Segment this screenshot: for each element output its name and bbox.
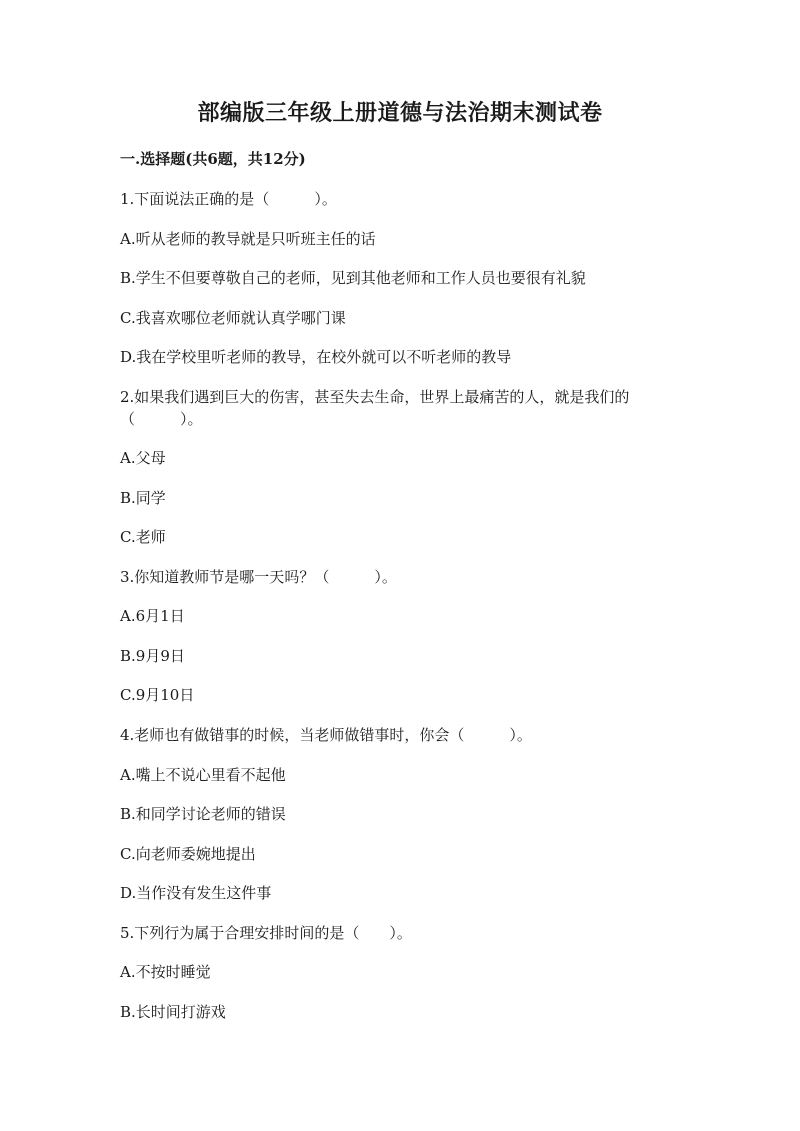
question-3-option-c: C.9月10日	[120, 686, 195, 704]
question-4-option-b: B.和同学讨论老师的错误	[120, 805, 286, 823]
question-1-option-a: A.听从老师的教导就是只听班主任的话	[120, 230, 376, 248]
section-header: 一.选择题(共6题，共12分)	[120, 150, 306, 168]
question-2-option-b: B.同学	[120, 489, 166, 507]
question-1-option-c: C.我喜欢哪位老师就认真学哪门课	[120, 309, 346, 327]
question-2-option-a: A.父母	[120, 449, 166, 467]
question-4-stem: 4.老师也有做错事的时候，当老师做错事时，你会（ ）。	[120, 726, 532, 744]
question-1-option-d: D.我在学校里听老师的教导，在校外就可以不听老师的教导	[120, 348, 512, 366]
question-3-stem: 3.你知道教师节是哪一天吗？（ ）。	[120, 568, 397, 586]
question-3-option-b: B.9月9日	[120, 647, 185, 665]
page-title: 部编版三年级上册道德与法治期末测试卷	[197, 100, 603, 126]
question-2-option-c: C.老师	[120, 528, 166, 546]
question-1-option-b: B.学生不但要尊敬自己的老师，见到其他老师和工作人员也要很有礼貌	[120, 269, 586, 287]
question-5-option-b: B.长时间打游戏	[120, 1003, 226, 1021]
question-1-stem: 1.下面说法正确的是（ ）。	[120, 190, 337, 208]
question-2-stem-continued: （ ）。	[120, 410, 203, 428]
question-5-option-a: A.不按时睡觉	[120, 963, 211, 981]
question-4-option-c: C.向老师委婉地提出	[120, 845, 256, 863]
question-5-stem: 5.下列行为属于合理安排时间的是（ ）。	[120, 924, 412, 942]
question-4-option-a: A.嘴上不说心里看不起他	[120, 766, 286, 784]
question-3-option-a: A.6月1日	[120, 607, 185, 625]
question-2-stem: 2.如果我们遇到巨大的伤害，甚至失去生命，世界上最痛苦的人，就是我们的	[120, 388, 630, 406]
question-4-option-d: D.当作没有发生这件事	[120, 884, 272, 902]
